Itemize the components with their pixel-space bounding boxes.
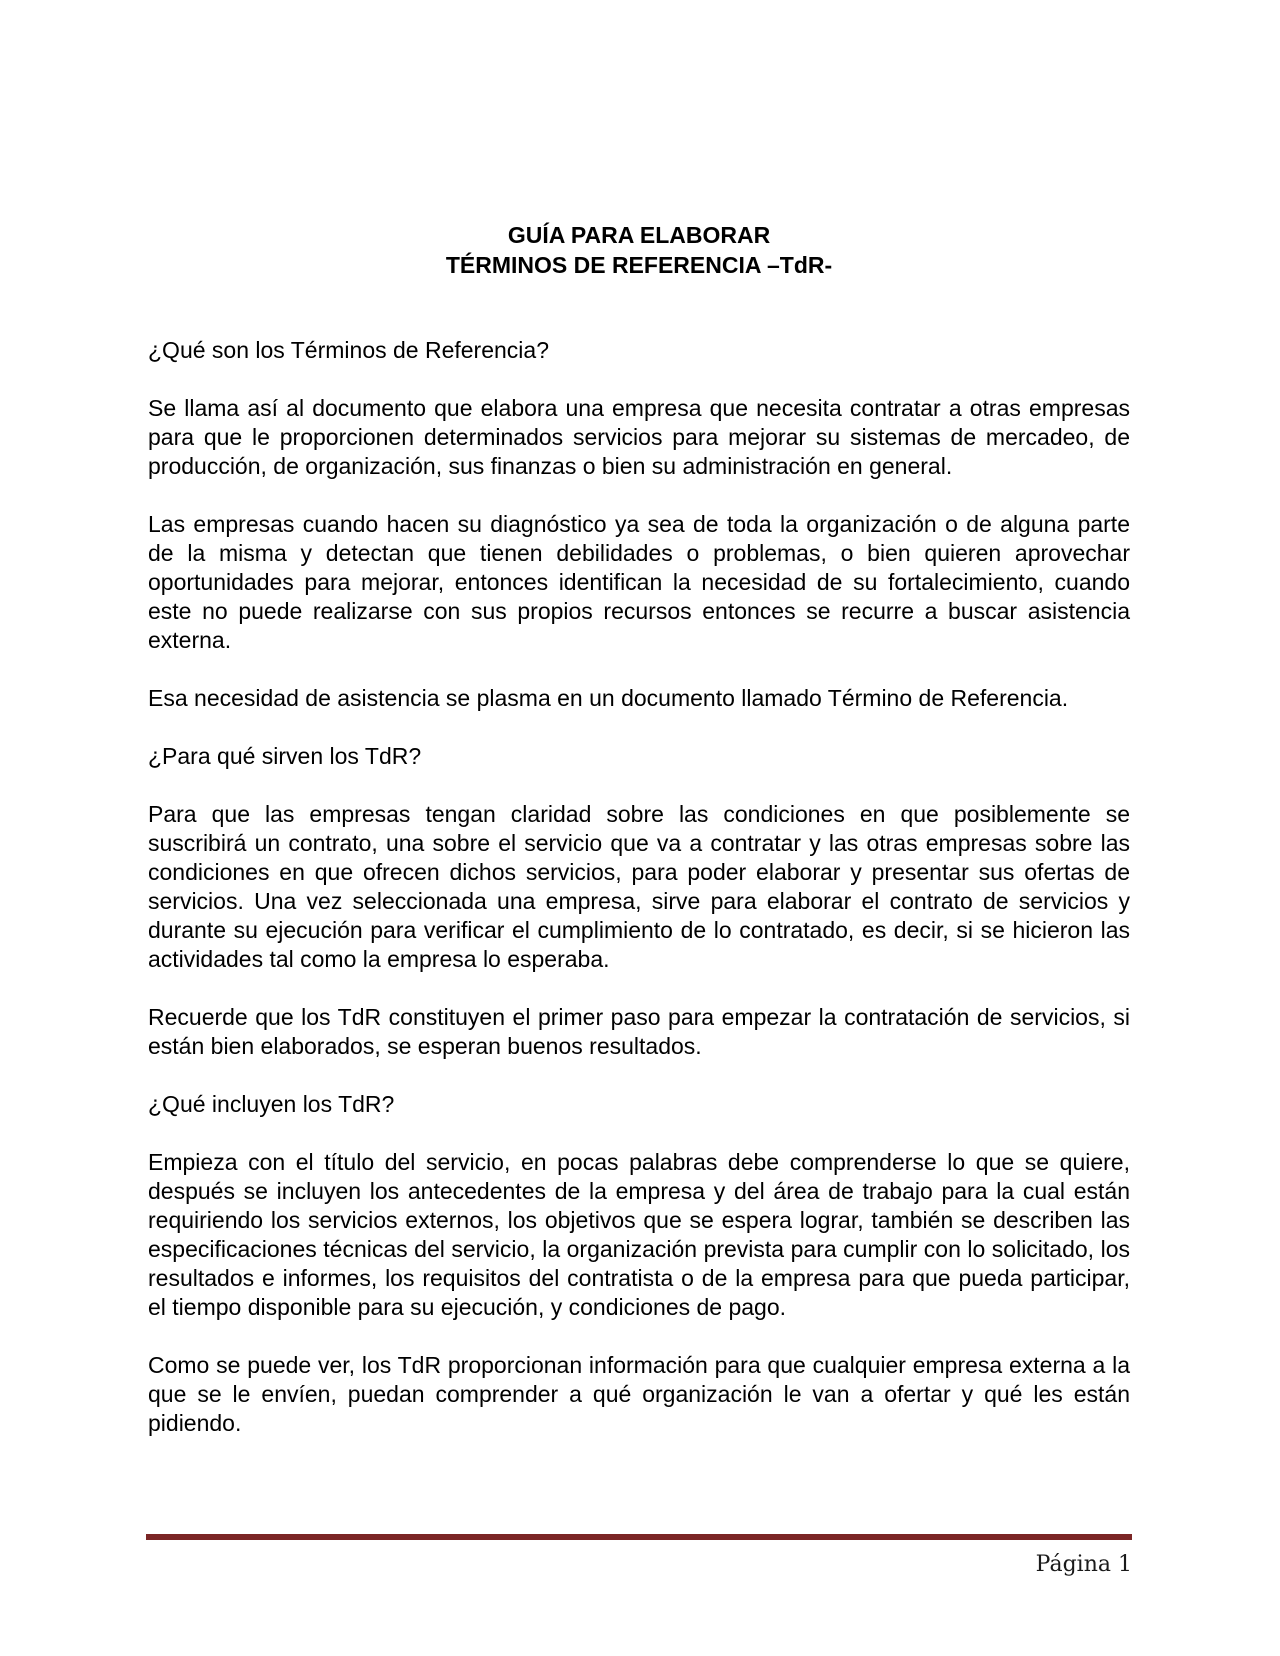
paragraph-diagnosis: Las empresas cuando hacen su diagnóstico ya sea de toda la organización o de alguna parte de la misma y detectan que tienen debilidades o problemas, o bien quieren aprovechar oportunidades para mejorar, entonces identifican la necesidad de su fortalecimiento, cuando este no puede realizarse con sus propios recursos entonces se recurre a buscar asistencia externa. bbox=[148, 511, 1130, 653]
document-body bbox=[148, 336, 1130, 1467]
section-heading-contents-tdr: ¿Qué incluyen los TdR? bbox=[148, 1091, 395, 1117]
title-line-1: GUÍA PARA ELABORAR bbox=[507, 222, 771, 248]
paragraph-conclusion: Como se puede ver, los TdR proporcionan información para que cualquier empresa externa a la que se le envíen, puedan comprender a qué organización le van a ofertar y qué les están pidiendo. bbox=[148, 1352, 1130, 1436]
paragraph-purpose: Para que las empresas tengan claridad sobre las condiciones en que posiblemente se suscribirá un contrato, una sobre el servicio que va a contratar y las otras empresas sobre las condiciones en que ofrecen dichos servicios, para poder elaborar y presentar sus ofertas de servicios. Una vez seleccionada una empresa, sirve para elaborar el contrato de servicios y durante su ejecución para verificar el cumplimiento de lo contratado, es decir, si se hicieron las actividades tal como la empresa lo esperaba. bbox=[148, 801, 1130, 972]
paragraph-reminder: Recuerde que los TdR constituyen el primer paso para empezar la contratación de servicios, si están bien elaborados, se esperan buenos resultados. bbox=[148, 1004, 1130, 1059]
section-heading-what-are-tdr: ¿Qué son los Términos de Referencia? bbox=[148, 337, 549, 363]
section-heading-purpose-tdr: ¿Para qué sirven los TdR? bbox=[148, 743, 422, 769]
footer-divider bbox=[146, 1534, 1132, 1540]
document-title bbox=[148, 220, 1130, 280]
page-number: Página 1 bbox=[1035, 1552, 1132, 1577]
paragraph-contents: Empieza con el título del servicio, en pocas palabras debe comprenderse lo que se quiere, después se incluyen los antecedentes de la empresa y del área de trabajo para la cual están requiriendo los servicios externos, los objetivos que se espera lograr, también se describen las especificaciones técnicas del servicio, la organización prevista para cumplir con lo solicitado, los resultados e informes, los requisitos del contratista o de la empresa para que pueda participar, el tiempo disponible para su ejecución, y condiciones de pago. bbox=[148, 1149, 1130, 1320]
title-line-2: TÉRMINOS DE REFERENCIA –TdR- bbox=[445, 252, 833, 278]
paragraph-definition: Se llama así al documento que elabora una empresa que necesita contratar a otras empresas para que le proporcionen determinados servicios para mejorar su sistemas de mercadeo, de producción, de organización, sus finanzas o bien su administración en general. bbox=[148, 395, 1130, 479]
paragraph-need: Esa necesidad de asistencia se plasma en un documento llamado Término de Referencia. bbox=[148, 685, 1069, 711]
